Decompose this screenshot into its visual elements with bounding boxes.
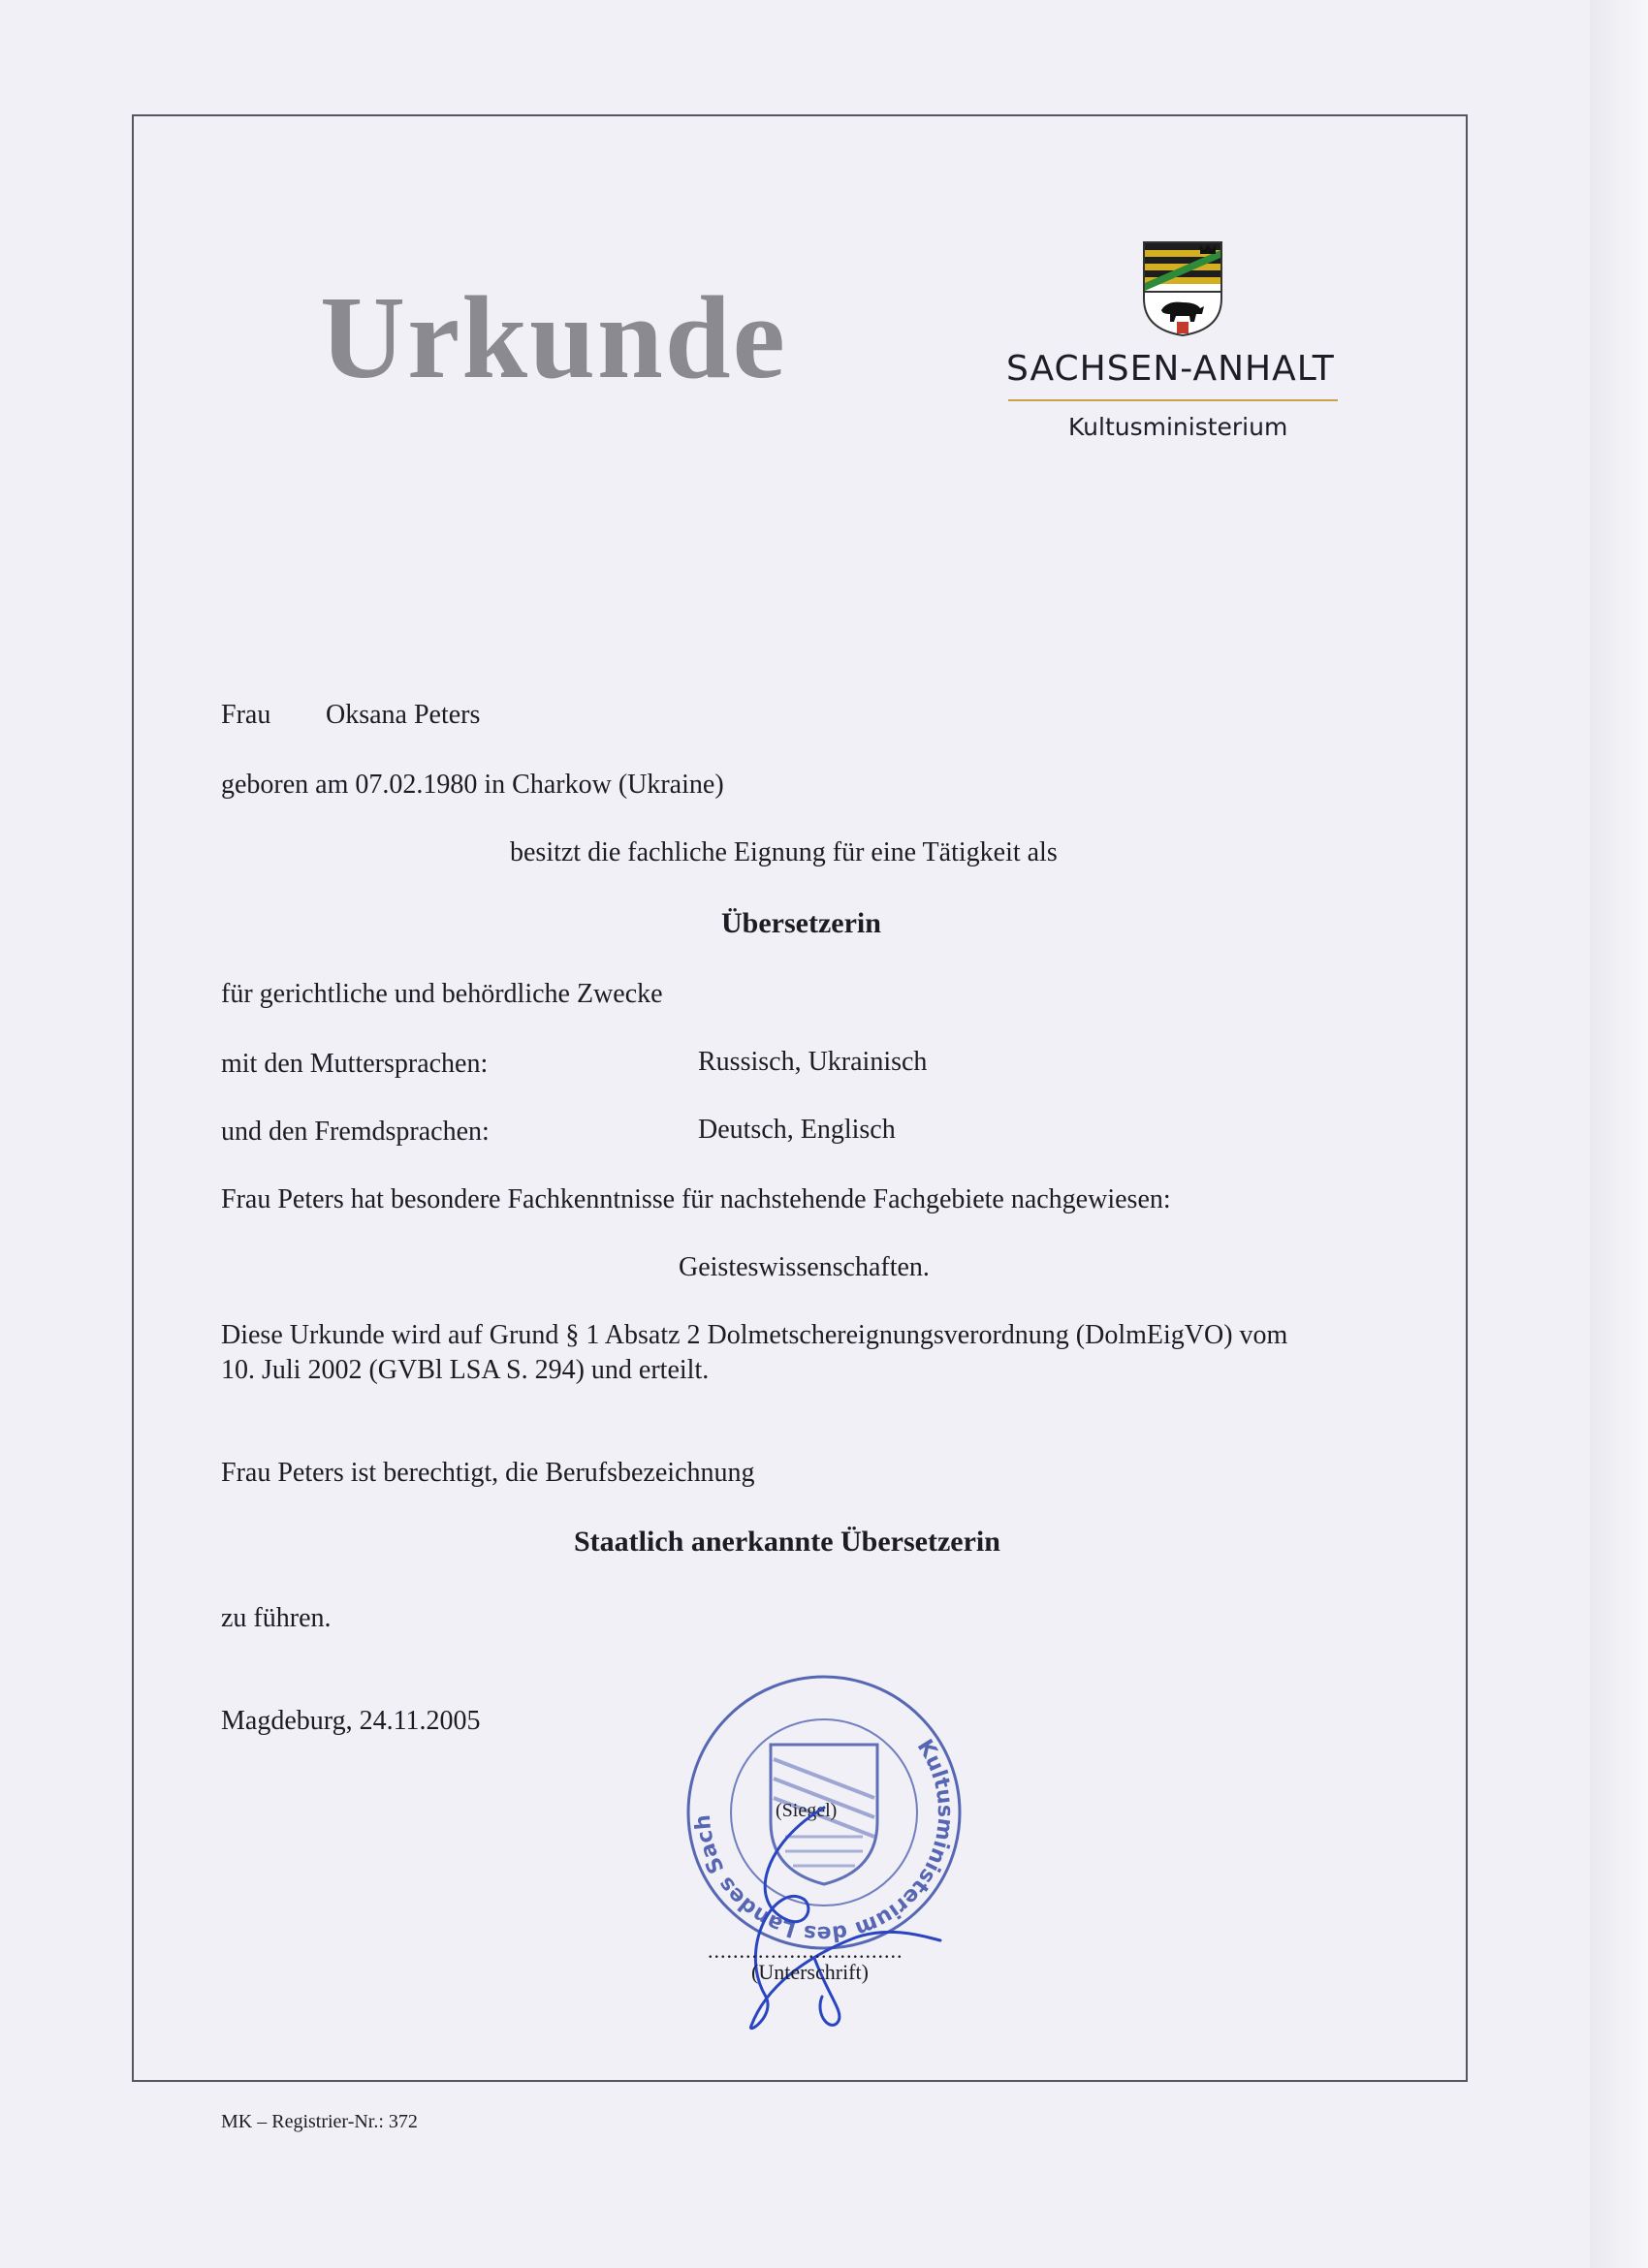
ministry-name: Kultusministerium (1068, 413, 1288, 441)
document-title: Urkunde (320, 272, 787, 403)
profession: Übersetzerin (721, 907, 881, 939)
expertise-line: Frau Peters hat besondere Fachkenntnisse für nachstehende Fachgebiete nachgewiesen: (221, 1184, 1171, 1214)
seal-label: (Siegel) (776, 1800, 838, 1821)
seal-text: Kultusministerium des Landes Sach (690, 1735, 958, 1946)
signature-label: (Unterschrift) (751, 1960, 869, 1984)
awarded-title: Staatlich anerkannte Übersetzerin (574, 1526, 1000, 1558)
closing-line: zu führen. (221, 1603, 332, 1633)
handwritten-signature (708, 1803, 960, 2045)
logo-divider (1008, 399, 1338, 401)
salutation: Frau (221, 700, 271, 730)
entitlement-line: Frau Peters ist berechtigt, die Berufsbezeichnung (221, 1458, 755, 1488)
legal-basis-line-1: Diese Urkunde wird auf Grund § 1 Absatz 2 Dolmetschereignungsverordnung (DolmEigVO) vom (221, 1320, 1288, 1350)
state-logo (989, 235, 1406, 457)
birth-line: geboren am 07.02.1980 in Charkow (Ukraine) (221, 770, 724, 800)
purpose-line: für gerichtliche und behördliche Zwecke (221, 979, 663, 1009)
expertise-field: Geisteswissenschaften. (679, 1252, 930, 1282)
person-name: Oksana Peters (326, 700, 481, 730)
legal-basis-line-2: 10. Juli 2002 (GVBl LSA S. 294) und erteilt. (221, 1355, 710, 1385)
native-languages-value: Russisch, Ukrainisch (698, 1047, 928, 1077)
signature-dotted-line: ............................... (708, 1938, 903, 1963)
place-date: Magdeburg, 24.11.2005 (221, 1706, 481, 1736)
qualification-intro: besitzt die fachliche Eignung für eine Tätigkeit als (510, 837, 1058, 867)
foreign-languages-label: und den Fremdsprachen: (221, 1117, 490, 1147)
foreign-languages-value: Deutsch, Englisch (698, 1115, 896, 1145)
registry-number: MK – Registrier-Nr.: 372 (221, 2111, 418, 2132)
state-name: SACHSEN-ANHALT (1006, 349, 1335, 389)
native-languages-label: mit den Muttersprachen: (221, 1049, 489, 1079)
coat-of-arms-icon (1142, 240, 1223, 337)
page-edge (1590, 0, 1648, 2268)
